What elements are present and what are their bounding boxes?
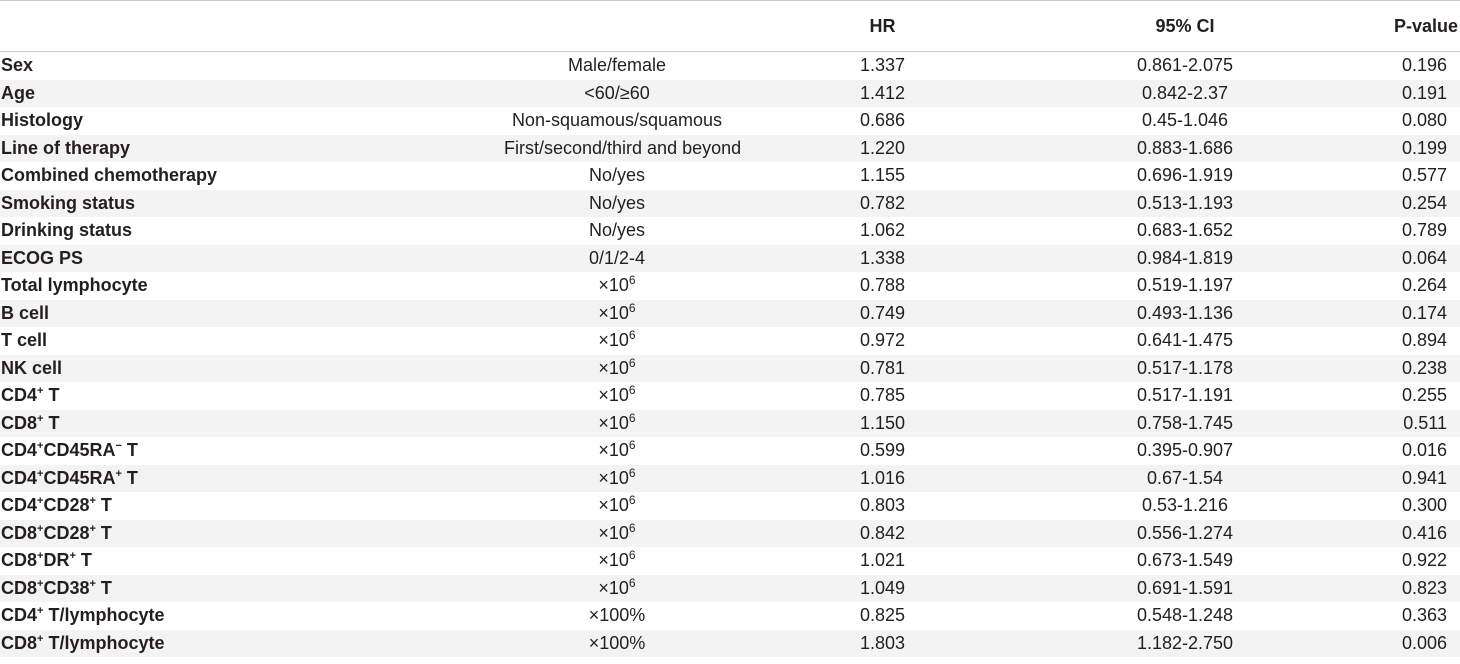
variable-text: T cell (1, 330, 48, 350)
cell-p-value: 0.006 (1401, 632, 1447, 653)
category-text: ×10 (598, 467, 629, 488)
cell-p-value: 0.255 (1401, 385, 1447, 405)
variable-text: T/lymphocyte (43, 605, 165, 625)
variable-superscript: + (37, 385, 44, 397)
cell-variable (0, 135, 330, 163)
cell-ci: 0.53-1.216 (1141, 495, 1229, 515)
cell-category (330, 547, 730, 575)
header-ci: 95% CI (980, 1, 1270, 52)
table-row (0, 492, 1460, 520)
variable-text: CD28 (43, 495, 90, 515)
category-text: ×10 (598, 577, 629, 598)
cell-hr: 1.016 (859, 467, 906, 488)
cell-p-value: 0.196 (1401, 55, 1447, 75)
cell-p-value: 0.577 (1401, 165, 1447, 185)
table-row (0, 107, 1460, 135)
variable-text: Combined chemotherapy (1, 165, 218, 185)
category-exponent: 6 (628, 438, 636, 452)
cell-variable (0, 382, 330, 410)
table-row (0, 520, 1460, 548)
category-exponent: 6 (628, 520, 636, 535)
table-row (0, 382, 1460, 410)
table-row (0, 575, 1460, 603)
category-text: No/yes (588, 220, 646, 240)
category-exponent: 6 (628, 465, 636, 480)
cell-hr: 0.749 (859, 302, 906, 323)
cell-p-value: 0.894 (1401, 330, 1447, 350)
cell-variable (0, 80, 330, 108)
cell-p-value: 0.174 (1401, 302, 1447, 323)
table-body (0, 52, 1460, 658)
variable-text: CD28 (43, 522, 90, 543)
cell-category (330, 465, 730, 493)
category-text: ×100% (588, 605, 646, 625)
cell-hr: 0.972 (859, 330, 906, 350)
cell-p-value: 0.300 (1401, 495, 1447, 515)
cell-variable (0, 410, 330, 438)
cell-variable (0, 602, 330, 630)
variable-superscript: + (37, 605, 44, 617)
category-text: First/second/third and beyond (504, 137, 742, 158)
table-row (0, 52, 1460, 80)
cell-category (330, 217, 730, 245)
category-text: Male/female (567, 55, 667, 75)
cell-ci: 0.395-0.907 (1136, 440, 1234, 460)
variable-text: T (121, 467, 138, 488)
header-p-value: P-value (1270, 1, 1460, 52)
variable-superscript: + (37, 495, 44, 507)
cell-hr: 1.338 (859, 247, 906, 268)
cell-category (330, 272, 730, 300)
table-row (0, 465, 1460, 493)
category-text: ×100% (588, 632, 646, 653)
category-exponent: 6 (628, 548, 636, 562)
variable-superscript: + (89, 495, 96, 507)
cell-hr: 0.803 (859, 495, 906, 515)
cell-hr: 1.412 (859, 82, 906, 103)
variable-superscript: + (37, 412, 44, 425)
variable-text: T (121, 440, 138, 460)
cell-variable (0, 465, 330, 493)
cell-ci: 0.696-1.919 (1136, 165, 1234, 185)
cell-category (330, 162, 730, 190)
cell-hr: 1.337 (859, 55, 906, 75)
cell-ci: 0.517-1.178 (1136, 357, 1234, 378)
variable-text: CD4 (1, 440, 38, 460)
cell-ci: 0.683-1.652 (1136, 220, 1234, 240)
table-row (0, 437, 1460, 465)
cell-p-value: 0.238 (1401, 357, 1447, 378)
category-text: ×10 (598, 275, 629, 295)
category-text: ×10 (598, 357, 629, 378)
table-row (0, 162, 1460, 190)
cell-ci: 0.513-1.193 (1136, 192, 1234, 213)
cell-category (330, 410, 730, 438)
category-exponent: 6 (628, 383, 636, 397)
category-exponent: 6 (628, 493, 636, 507)
cell-p-value: 0.789 (1401, 220, 1447, 240)
cell-variable (0, 217, 330, 245)
table-row (0, 630, 1460, 658)
category-text: Non-squamous/squamous (511, 110, 723, 130)
cell-category (330, 80, 730, 108)
cell-variable (0, 547, 330, 575)
variable-superscript: + (37, 632, 44, 645)
cell-hr: 0.842 (859, 522, 906, 543)
variable-text: ECOG PS (1, 247, 84, 268)
category-exponent: 6 (628, 575, 636, 590)
cell-variable (0, 245, 330, 273)
variable-text: T (95, 577, 112, 598)
cell-hr: 1.803 (859, 632, 906, 653)
cell-variable (0, 52, 330, 80)
cell-ci: 0.517-1.191 (1136, 385, 1234, 405)
cell-variable (0, 355, 330, 383)
cell-hr: 0.825 (859, 605, 906, 625)
cell-category (330, 520, 730, 548)
table-row (0, 355, 1460, 383)
cell-hr: 1.220 (859, 137, 906, 158)
category-text: ×10 (598, 550, 629, 570)
cell-p-value: 0.199 (1401, 137, 1447, 158)
variable-superscript: + (37, 550, 44, 562)
table-row (0, 300, 1460, 328)
cell-variable (0, 520, 330, 548)
cell-p-value: 0.064 (1401, 247, 1447, 268)
header-hr: HR (730, 1, 980, 52)
cell-p-value: 0.823 (1401, 577, 1447, 598)
variable-superscript: + (37, 577, 44, 590)
category-exponent: 6 (628, 273, 636, 287)
variable-text: B cell (1, 302, 50, 323)
cell-variable (0, 107, 330, 135)
cell-ci: 0.493-1.136 (1136, 302, 1234, 323)
cell-variable (0, 327, 330, 355)
cell-ci: 0.842-2.37 (1141, 82, 1229, 103)
category-text: <60/≥60 (584, 82, 650, 103)
cell-variable (0, 492, 330, 520)
cell-p-value: 0.363 (1401, 605, 1447, 625)
variable-text: CD38 (43, 577, 90, 598)
cell-ci: 0.861-2.075 (1136, 55, 1234, 75)
variable-text: T (95, 495, 112, 515)
variable-text: CD8 (1, 550, 38, 570)
cell-category (330, 327, 730, 355)
variable-text: Histology (1, 110, 84, 130)
category-exponent: 6 (628, 355, 636, 370)
variable-text: T (43, 385, 60, 405)
variable-superscript: + (37, 522, 44, 535)
category-text: ×10 (598, 522, 629, 543)
cell-variable (0, 630, 330, 658)
category-text: ×10 (598, 330, 629, 350)
cell-p-value: 0.080 (1401, 110, 1447, 130)
variable-text: CD8 (1, 632, 38, 653)
category-text: ×10 (598, 412, 629, 433)
cell-hr: 1.150 (859, 412, 906, 433)
table-row (0, 410, 1460, 438)
cell-hr: 1.155 (859, 165, 906, 185)
cell-p-value: 0.254 (1401, 192, 1447, 213)
cell-ci: 0.67-1.54 (1146, 467, 1224, 488)
variable-text: Sex (1, 55, 34, 75)
cell-hr: 0.782 (859, 192, 906, 213)
variable-text: Total lymphocyte (1, 275, 148, 295)
variable-text: Age (1, 82, 36, 103)
category-exponent: 6 (628, 410, 636, 425)
cell-p-value: 0.941 (1401, 467, 1447, 488)
cell-hr: 1.062 (859, 220, 906, 240)
variable-text: CD8 (1, 522, 38, 543)
cell-hr: 1.049 (859, 577, 906, 598)
variable-text: CD4 (1, 605, 38, 625)
variable-text: CD4 (1, 495, 38, 515)
variable-text: CD45RA (43, 467, 116, 488)
category-exponent: 6 (628, 300, 636, 315)
cell-ci: 0.673-1.549 (1136, 550, 1234, 570)
variable-superscript: + (37, 440, 44, 452)
variable-text: CD4 (1, 467, 38, 488)
cell-ci: 0.556-1.274 (1136, 522, 1234, 543)
cell-category (330, 602, 730, 630)
cell-p-value: 0.264 (1401, 275, 1447, 295)
cell-category (330, 245, 730, 273)
table-row (0, 245, 1460, 273)
variable-text: DR (43, 550, 70, 570)
cell-p-value: 0.511 (1403, 412, 1447, 433)
table-header-row (0, 1, 1460, 52)
cell-variable (0, 272, 330, 300)
variable-superscript: + (115, 467, 122, 480)
category-text: 0/1/2-4 (588, 247, 646, 268)
variable-text: Line of therapy (1, 137, 131, 158)
table-row (0, 190, 1460, 218)
category-exponent: 6 (628, 328, 636, 342)
category-text: ×10 (598, 495, 629, 515)
cell-ci: 1.182-2.750 (1136, 632, 1234, 653)
cell-variable (0, 437, 330, 465)
table-row (0, 547, 1460, 575)
table-row (0, 135, 1460, 163)
category-text: ×10 (598, 302, 629, 323)
cell-category (330, 135, 742, 163)
cell-variable (0, 162, 330, 190)
cell-hr: 0.785 (859, 385, 906, 405)
cell-category (330, 492, 730, 520)
category-text: ×10 (598, 385, 629, 405)
table-row (0, 272, 1460, 300)
cell-ci: 0.758-1.745 (1136, 412, 1234, 433)
cell-ci: 0.548-1.248 (1136, 605, 1234, 625)
cell-category (330, 300, 730, 328)
variable-superscript: + (89, 577, 96, 590)
variable-text: CD8 (1, 412, 38, 433)
variable-superscript: − (115, 440, 122, 452)
cell-hr: 0.599 (859, 440, 906, 460)
table-row (0, 217, 1460, 245)
variable-text: CD45RA (43, 440, 116, 460)
cell-p-value: 0.191 (1401, 82, 1447, 103)
cell-p-value: 0.016 (1401, 440, 1447, 460)
cell-hr: 1.021 (859, 550, 906, 570)
variable-text: Smoking status (1, 192, 136, 213)
variable-text: Drinking status (1, 220, 133, 240)
variable-text: T (95, 522, 112, 543)
cell-hr: 0.781 (859, 357, 906, 378)
variable-text: CD8 (1, 577, 38, 598)
cell-category (330, 107, 730, 135)
cell-ci: 0.984-1.819 (1136, 247, 1234, 268)
variable-superscript: + (89, 522, 96, 535)
category-text: ×10 (598, 440, 629, 460)
variable-text: T/lymphocyte (43, 632, 165, 653)
cell-p-value: 0.416 (1401, 522, 1447, 543)
cell-ci: 0.519-1.197 (1136, 275, 1234, 295)
cell-variable (0, 190, 330, 218)
cell-ci: 0.45-1.046 (1141, 110, 1229, 130)
cell-category (330, 382, 730, 410)
cell-ci: 0.883-1.686 (1136, 137, 1234, 158)
cell-ci: 0.641-1.475 (1136, 330, 1234, 350)
cell-ci: 0.691-1.591 (1136, 577, 1234, 598)
table-row (0, 80, 1460, 108)
cell-hr: 0.686 (859, 110, 906, 130)
cell-category (330, 575, 730, 603)
header-category (330, 1, 730, 52)
table-row (0, 327, 1460, 355)
cell-category (330, 190, 730, 218)
variable-text: CD4 (1, 385, 38, 405)
header-variable (0, 1, 330, 52)
cell-variable (0, 575, 330, 603)
cell-category (330, 437, 730, 465)
variable-superscript: + (37, 467, 44, 480)
cell-variable (0, 300, 330, 328)
table-row (0, 602, 1460, 630)
variable-text: NK cell (1, 357, 63, 378)
variable-superscript: + (69, 550, 76, 562)
cell-hr: 0.788 (859, 275, 906, 295)
cell-category (330, 355, 730, 383)
category-text: No/yes (588, 192, 646, 213)
variable-text: T (43, 412, 60, 433)
category-text: No/yes (588, 165, 646, 185)
variable-text: T (75, 550, 92, 570)
cell-category (330, 52, 730, 80)
cell-category (330, 630, 730, 658)
cell-p-value: 0.922 (1401, 550, 1447, 570)
